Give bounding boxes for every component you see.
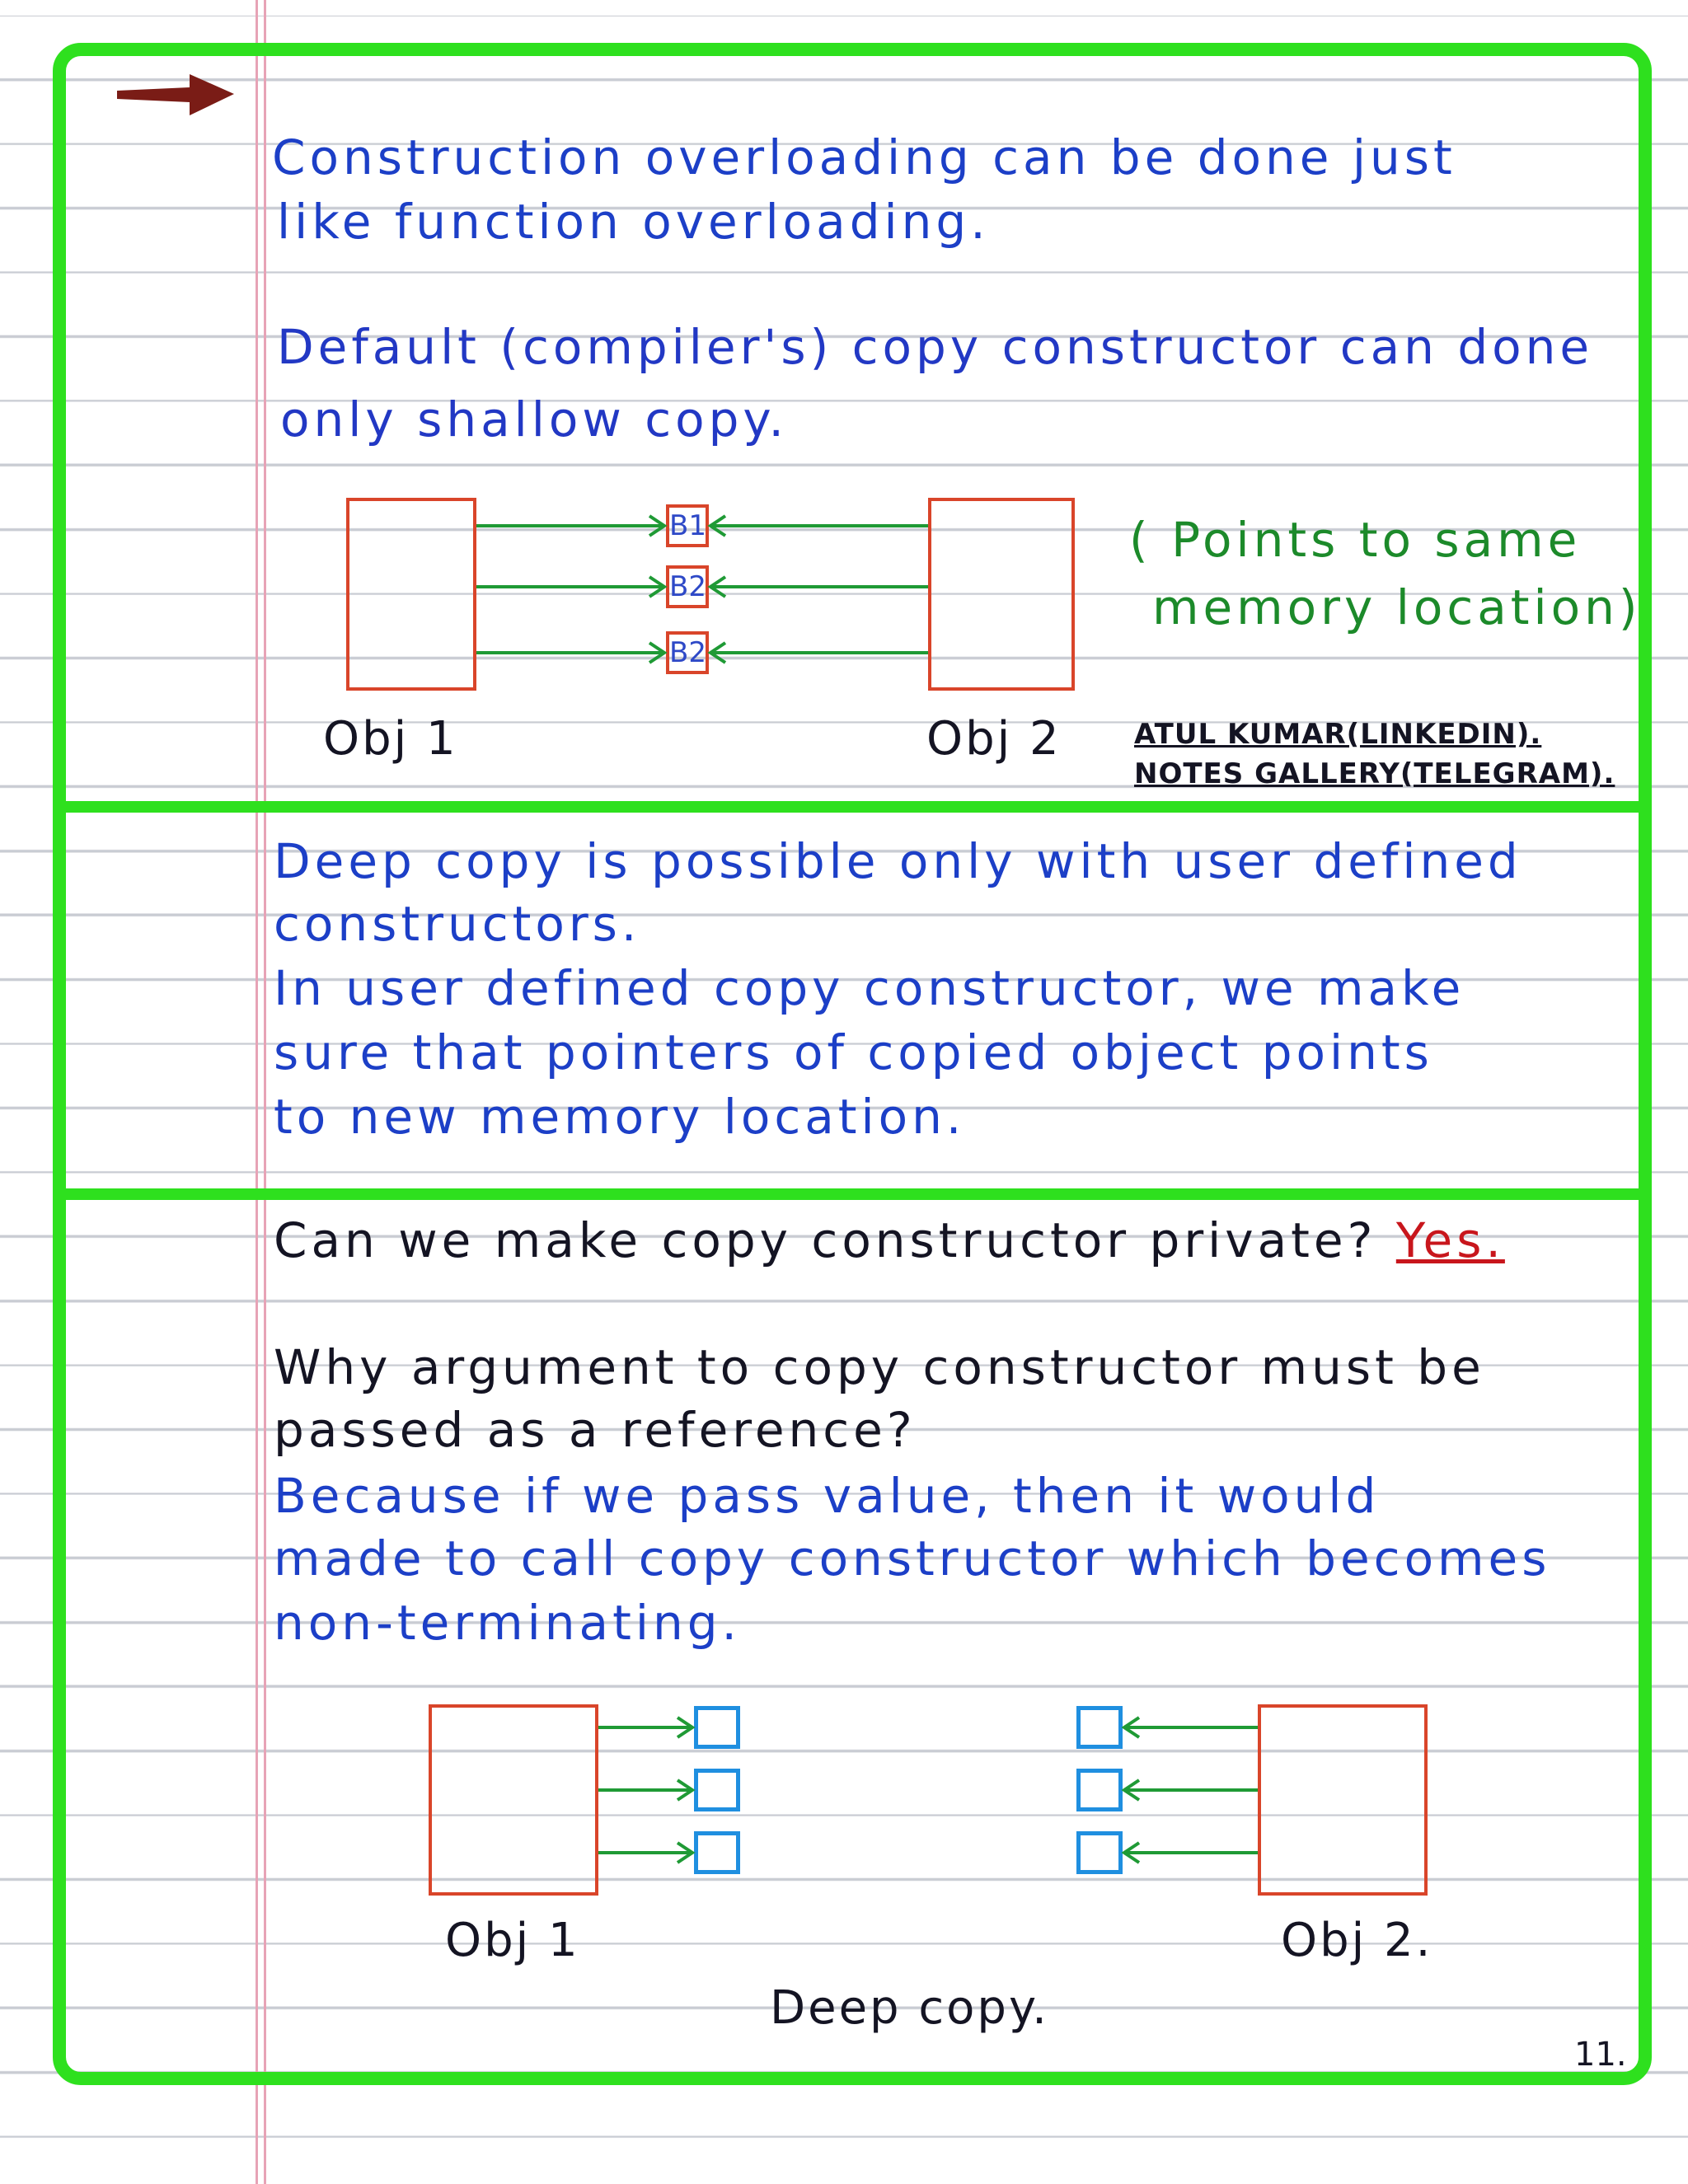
text-line: Why argument to copy constructor must be — [274, 1339, 1485, 1395]
page-number: 11. — [1574, 2036, 1627, 2074]
credit-line: ATUL KUMAR(LINKEDIN). — [1134, 718, 1542, 751]
obj2-label: Obj 2. — [1281, 1914, 1433, 1967]
text-line: to new memory location. — [274, 1089, 966, 1145]
answer-text: Yes. — [1395, 1212, 1505, 1268]
text-line: passed as a reference? — [274, 1402, 917, 1458]
memory-cell: B1 — [666, 504, 709, 547]
text-line: Because if we pass value, then it would — [274, 1468, 1381, 1524]
note-line: memory location) — [1152, 579, 1642, 635]
text-line: Deep copy is possible only with user defined — [274, 833, 1522, 889]
text-line: only shallow copy. — [280, 391, 788, 448]
text-line: Construction overloading can be done just — [272, 129, 1456, 185]
text-line: constructors. — [274, 896, 641, 952]
text-line: like function overloading. — [277, 194, 990, 250]
text-line: sure that pointers of copied object points — [274, 1024, 1433, 1080]
memory-cell: B2 — [666, 631, 709, 674]
question-text: Can we make copy constructor private? — [274, 1212, 1377, 1268]
memory-cell: B2 — [666, 565, 709, 608]
text-line: non-terminating. — [274, 1595, 741, 1651]
text-line: made to call copy constructor which becomes — [274, 1530, 1551, 1586]
text-line: Default (compiler's) copy constructor can done — [277, 319, 1594, 375]
obj2-label: Obj 2 — [926, 712, 1062, 766]
obj1-label: Obj 1 — [445, 1914, 580, 1967]
obj1-label: Obj 1 — [323, 712, 458, 766]
note-line: ( Points to same — [1129, 512, 1582, 568]
diagram-caption: Deep copy. — [770, 1981, 1049, 2035]
text-line: In user defined copy constructor, we make — [274, 960, 1465, 1016]
credit-line: NOTES GALLERY(TELEGRAM). — [1134, 757, 1615, 790]
